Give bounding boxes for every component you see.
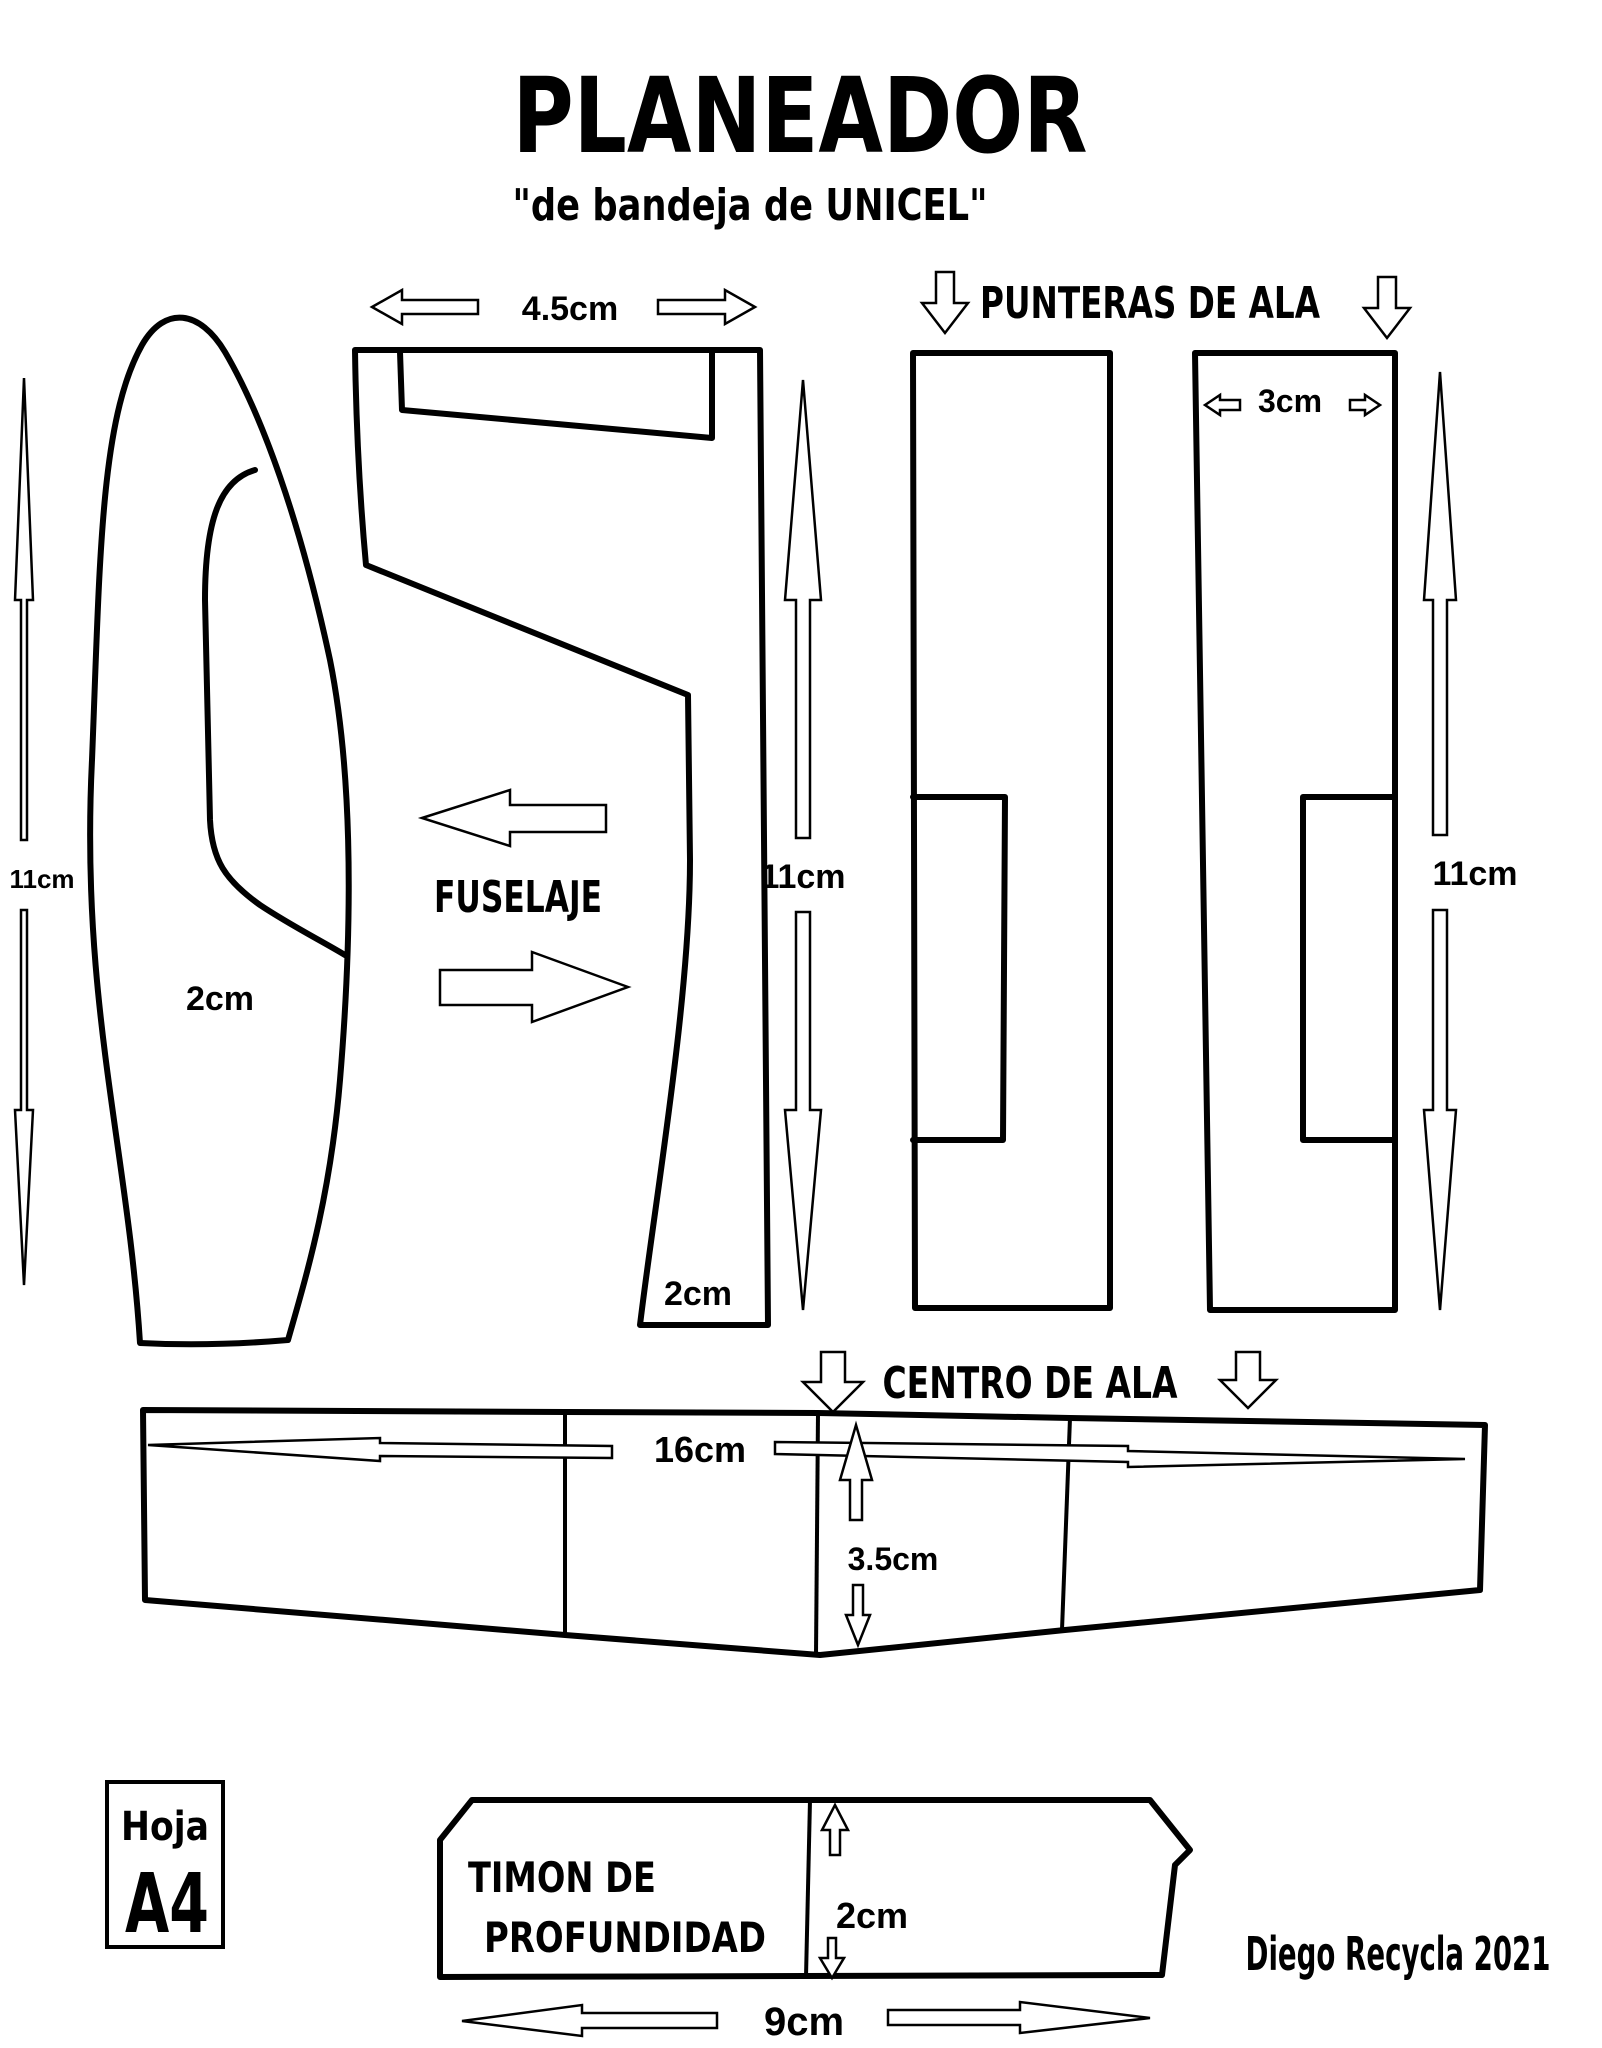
arrow-up-icon bbox=[822, 1805, 848, 1855]
fuselage-cockpit-cutout bbox=[400, 352, 712, 438]
fuselage-left-height-label: 11cm bbox=[9, 864, 75, 894]
fuselage-width-label: 4.5cm bbox=[521, 290, 619, 328]
arrow-right-icon bbox=[888, 2002, 1150, 2033]
wing-center-header bbox=[803, 1352, 1276, 1412]
arrow-down-icon bbox=[922, 272, 968, 333]
arrow-right-icon bbox=[440, 952, 628, 1022]
arrow-left-icon bbox=[372, 290, 478, 324]
arrow-right-icon bbox=[775, 1442, 1465, 1467]
arrow-up-icon bbox=[15, 378, 33, 840]
arrow-down-icon bbox=[820, 1938, 844, 1978]
arrow-down-icon bbox=[1424, 910, 1456, 1310]
author-credit: Diego Recycla 2021 bbox=[1245, 1927, 1551, 1981]
page-subtitle: "de bandeja de UNICEL" bbox=[512, 180, 988, 231]
fuselage-side-outline bbox=[90, 318, 349, 1345]
fuselage-main-outline bbox=[355, 350, 768, 1325]
fuselage-width-dimension bbox=[372, 290, 755, 328]
elevator-length-label: 9cm bbox=[763, 2000, 845, 2044]
arrow-right-icon bbox=[1350, 395, 1380, 415]
fuselage-inner-dimension: 2cm bbox=[185, 980, 255, 1018]
wing-center-length-label: 16cm bbox=[653, 1429, 747, 1470]
sheet-size-value: A4 bbox=[125, 1857, 209, 1952]
wing-center-piece bbox=[143, 1410, 1485, 1655]
fuselage-side-cutout bbox=[205, 470, 345, 955]
fuselage-left-height-dimension bbox=[9, 378, 74, 1285]
arrow-left-icon bbox=[1205, 395, 1240, 415]
sheet-size-box bbox=[107, 1782, 223, 1952]
wing-tips-height-label: 11cm bbox=[1432, 855, 1518, 893]
wing-tips-label: PUNTERAS DE ALA bbox=[980, 278, 1320, 329]
elevator-label-line2: PROFUNDIDAD bbox=[484, 1913, 766, 1962]
wing-tips-header bbox=[922, 272, 1410, 338]
arrow-down-icon bbox=[1220, 1352, 1276, 1408]
elevator-height-label: 2cm bbox=[835, 1895, 909, 1936]
wing-tip-right-slot bbox=[1303, 797, 1392, 1140]
wing-tips-height-dimension bbox=[1424, 372, 1518, 1310]
sheet-size-label: Hoja bbox=[121, 1804, 209, 1850]
arrow-left-icon bbox=[422, 790, 606, 846]
arrow-up-icon bbox=[840, 1425, 872, 1520]
wing-center-depth-label: 3.5cm bbox=[847, 1541, 939, 1577]
arrow-down-icon bbox=[803, 1352, 863, 1412]
arrow-down-icon bbox=[1364, 277, 1410, 338]
arrow-down-icon bbox=[785, 912, 821, 1310]
wing-tip-width-label: 3cm bbox=[1257, 383, 1323, 419]
fuselage-bottom-dimension: 2cm bbox=[663, 1275, 733, 1313]
elevator-piece bbox=[440, 1800, 1190, 2044]
elevator-label-line1: TIMON DE bbox=[468, 1853, 656, 1902]
wing-center-label: CENTRO DE ALA bbox=[882, 1358, 1178, 1409]
arrow-left-icon bbox=[148, 1438, 612, 1461]
arrow-up-icon bbox=[1424, 372, 1456, 835]
fuselage-right-height-dimension bbox=[760, 380, 845, 1310]
elevator-fold-line bbox=[806, 1800, 810, 1977]
wing-tip-left-outline bbox=[913, 353, 1110, 1308]
wing-tip-left bbox=[913, 353, 1110, 1308]
fuselage-label: FUSELAJE bbox=[434, 872, 602, 923]
arrow-left-icon bbox=[462, 2005, 717, 2036]
arrow-right-icon bbox=[658, 290, 755, 324]
fuselage-main-piece bbox=[355, 350, 768, 1325]
arrow-up-icon bbox=[785, 380, 821, 838]
wing-tip-left-slot bbox=[913, 797, 1005, 1140]
page-title: PLANEADOR bbox=[512, 55, 1088, 177]
arrow-down-icon bbox=[846, 1585, 870, 1645]
wing-tip-right-outline bbox=[1195, 353, 1395, 1310]
fuselage-side-piece bbox=[90, 318, 349, 1345]
arrow-down-icon bbox=[15, 910, 33, 1285]
wing-tip-right bbox=[1195, 353, 1395, 1310]
fuselage-right-height-label: 11cm bbox=[760, 858, 846, 896]
